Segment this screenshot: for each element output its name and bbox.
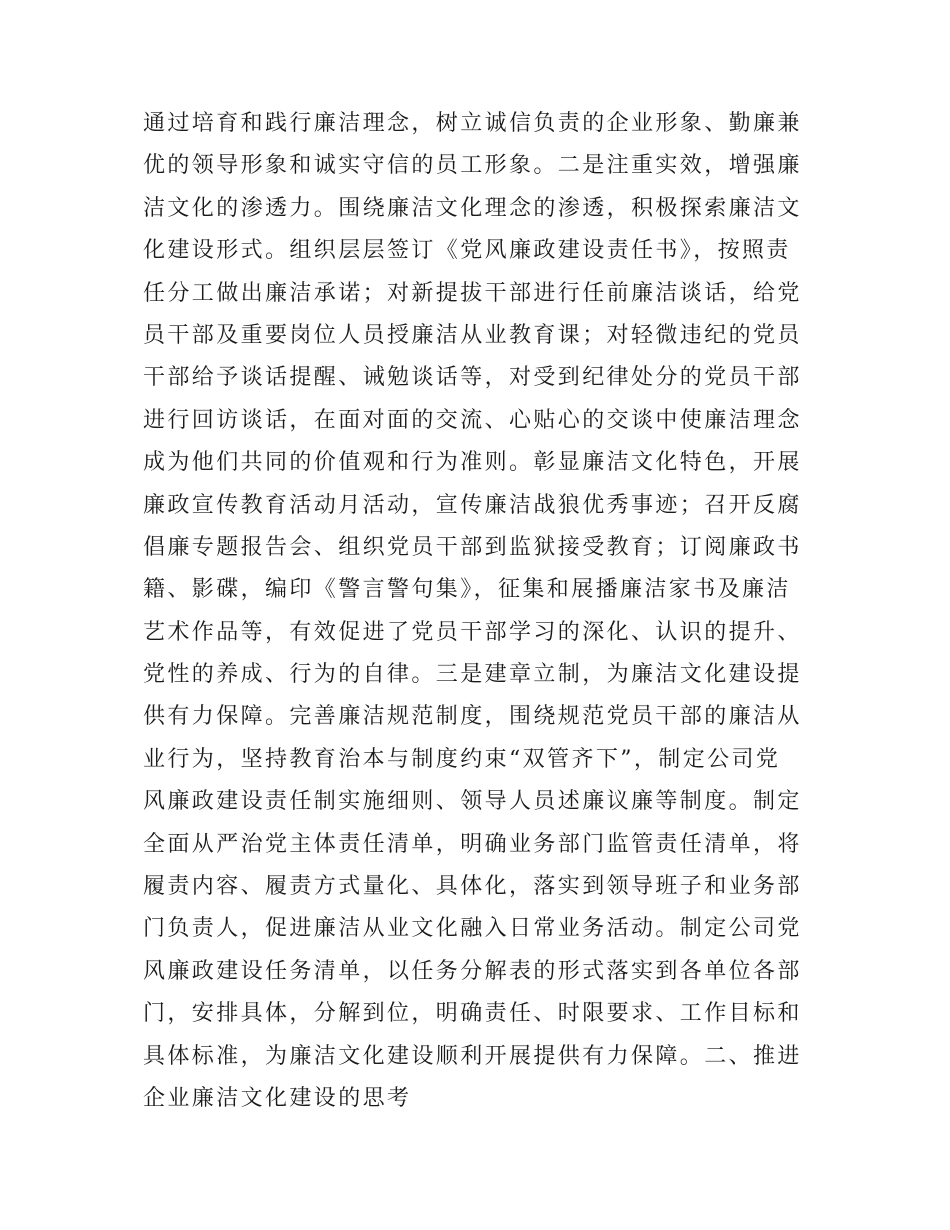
text-line: 风廉政建设任务清单，以任务分解表的形式落实到各单位各部: [143, 958, 802, 984]
text-line: 艺术作品等，有效促进了党员干部学习的深化、认识的提升、: [143, 619, 802, 645]
text-line: 进行回访谈话，在面对面的交流、心贴心的交谈中使廉洁理念: [143, 407, 802, 433]
section-heading-line: 企业廉洁文化建设的思考: [143, 1085, 412, 1111]
text-line: 门负责人，促进廉洁从业文化融入日常业务活动。制定公司党: [143, 916, 802, 942]
text-line: 全面从严治党主体责任清单，明确业务部门监管责任清单，将: [143, 831, 802, 857]
text-line: 洁文化的渗透力。围绕廉洁文化理念的渗透，积极探索廉洁文: [143, 195, 802, 221]
text-line: 廉政宣传教育活动月活动，宣传廉洁战狼优秀事迹；召开反腐: [143, 492, 802, 518]
text-line: 门，安排具体，分解到位，明确责任、时限要求、工作目标和: [143, 1001, 802, 1027]
text-line: 具体标准，为廉洁文化建设顺利开展提供有力保障。二、推进: [143, 1043, 802, 1069]
text-line: 履责内容、履责方式量化、具体化，落实到领导班子和业务部: [143, 874, 802, 900]
text-line: 倡廉专题报告会、组织党员干部到监狱接受教育；订阅廉政书: [143, 534, 802, 560]
text-line: 化建设形式。组织层层签订《党风廉政建设责任书》，按照责: [143, 238, 791, 264]
text-line: 党性的养成、行为的自律。三是建章立制，为廉洁文化建设提: [143, 662, 802, 688]
body-paragraph: [143, 103, 823, 1120]
text-line: 供有力保障。完善廉洁规范制度，围绕规范党员干部的廉洁从: [143, 704, 802, 730]
text-line: 籍、影碟，编印《警言警句集》，征集和展播廉洁家书及廉洁: [143, 577, 791, 603]
text-line: 成为他们共同的价值观和行为准则。彰显廉洁文化特色，开展: [143, 450, 802, 476]
text-line: 任分工做出廉洁承诺；对新提拔干部进行任前廉洁谈话，给党: [143, 280, 802, 306]
text-line: 业行为，坚持教育治本与制度约束“双管齐下”，制定公司党: [143, 746, 781, 772]
text-line: 优的领导形象和诚实守信的员工形象。二是注重实效，增强廉: [143, 153, 802, 179]
text-line: 风廉政建设责任制实施细则、领导人员述廉议廉等制度。制定: [143, 789, 802, 815]
text-line: 员干部及重要岗位人员授廉洁从业教育课；对轻微违纪的党员: [143, 322, 802, 348]
text-line: 干部给予谈话提醒、诫勉谈话等，对受到纪律处分的党员干部: [143, 365, 802, 391]
text-line: 通过培育和践行廉洁理念，树立诚信负责的企业形象、勤廉兼: [143, 111, 802, 136]
